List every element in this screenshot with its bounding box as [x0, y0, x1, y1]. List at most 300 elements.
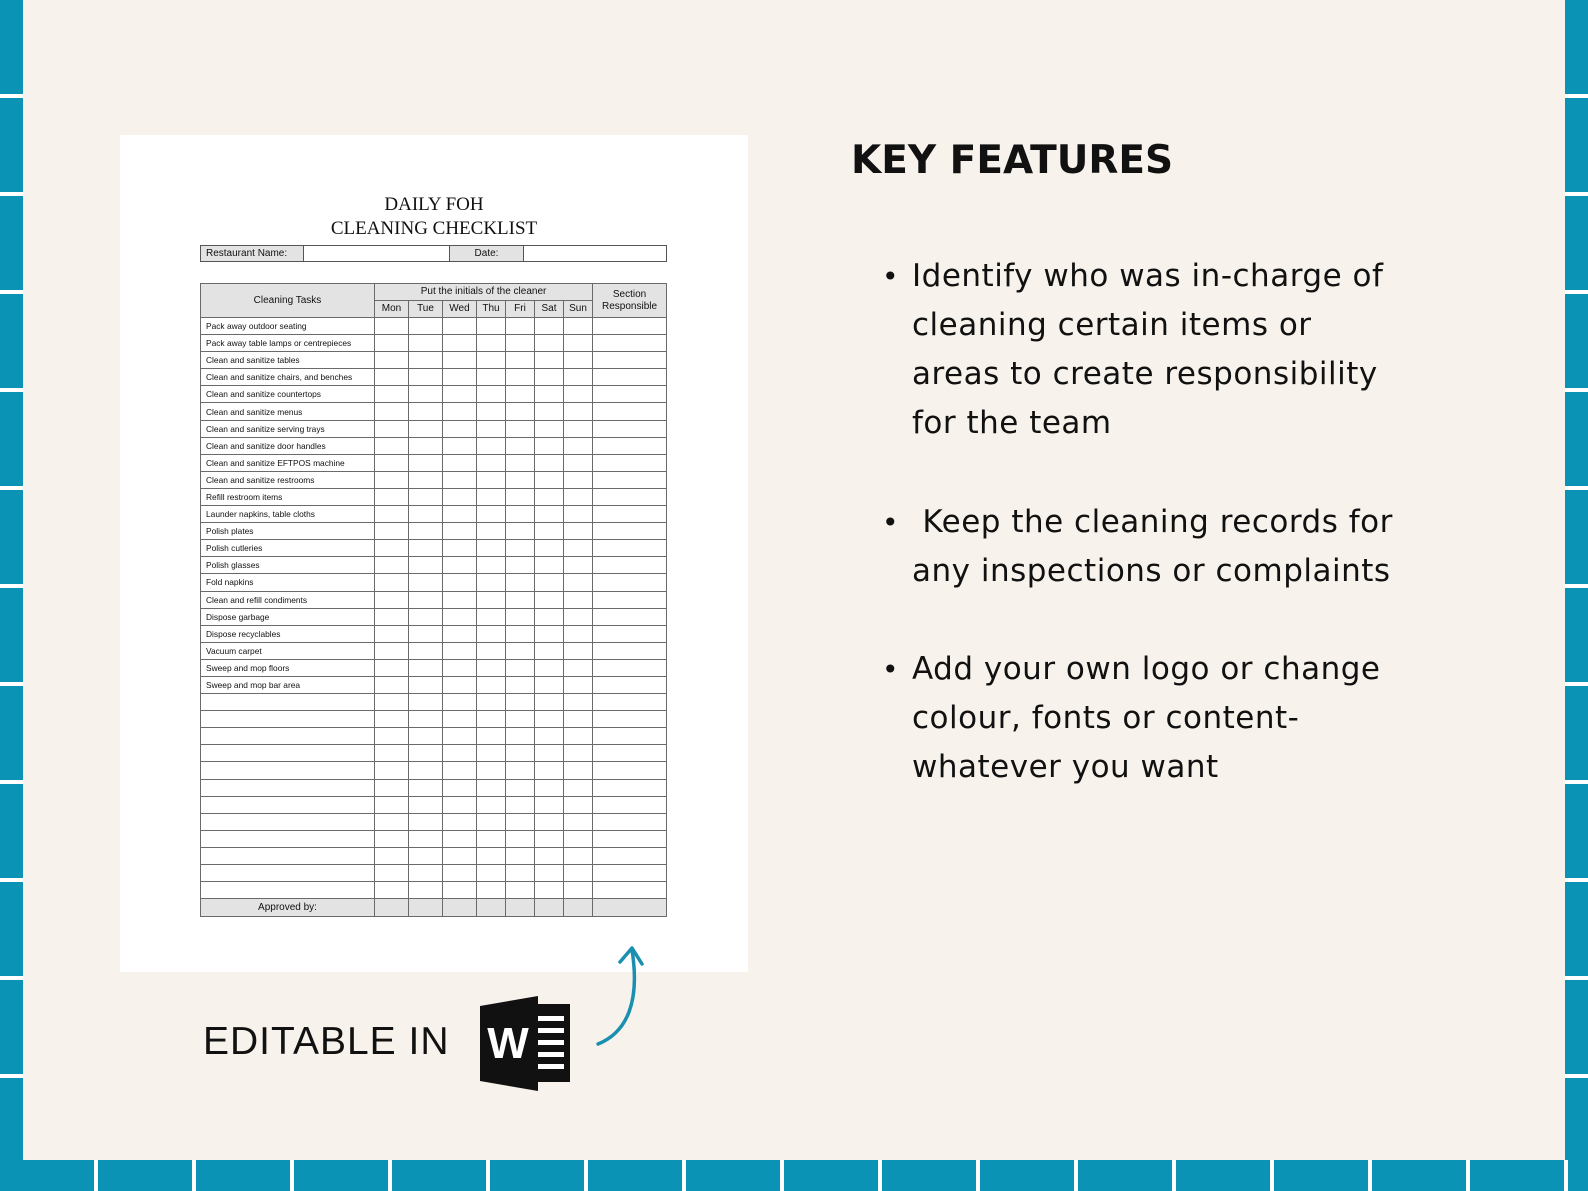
initials-cell[interactable]: [564, 745, 593, 762]
initials-cell[interactable]: [564, 437, 593, 454]
header-section-line1: Section: [612, 288, 647, 300]
approved-cell[interactable]: [375, 899, 409, 917]
initials-cell[interactable]: [477, 403, 506, 420]
initials-cell[interactable]: [375, 796, 409, 813]
initials-cell[interactable]: [443, 352, 477, 369]
initials-cell[interactable]: [535, 523, 564, 540]
initials-cell[interactable]: [409, 557, 443, 574]
initials-cell[interactable]: [409, 796, 443, 813]
approved-cell[interactable]: [443, 899, 477, 917]
header-day-tue: Tue: [409, 301, 443, 318]
initials-cell[interactable]: [443, 591, 477, 608]
initials-cell[interactable]: [535, 676, 564, 693]
initials-cell[interactable]: [375, 745, 409, 762]
initials-cell[interactable]: [477, 813, 506, 830]
initials-cell[interactable]: [375, 882, 409, 899]
initials-cell[interactable]: [409, 625, 443, 642]
initials-cell[interactable]: [443, 728, 477, 745]
initials-cell[interactable]: [506, 540, 535, 557]
initials-cell[interactable]: [477, 352, 506, 369]
initials-cell[interactable]: [564, 523, 593, 540]
initials-cell[interactable]: [443, 625, 477, 642]
date-label: Date:: [450, 246, 524, 261]
initials-cell[interactable]: [564, 454, 593, 471]
initials-cell[interactable]: [443, 813, 477, 830]
section-cell[interactable]: [593, 557, 667, 574]
initials-cell[interactable]: [506, 608, 535, 625]
section-cell[interactable]: [593, 625, 667, 642]
initials-cell[interactable]: [564, 574, 593, 591]
initials-cell[interactable]: [443, 659, 477, 676]
initials-cell[interactable]: [506, 454, 535, 471]
initials-cell[interactable]: [409, 642, 443, 659]
initials-cell[interactable]: [564, 625, 593, 642]
initials-cell[interactable]: [477, 318, 506, 335]
initials-cell[interactable]: [443, 488, 477, 505]
initials-cell[interactable]: [409, 728, 443, 745]
approved-cell[interactable]: [409, 899, 443, 917]
approved-cell[interactable]: [506, 899, 535, 917]
initials-cell[interactable]: [564, 506, 593, 523]
initials-cell[interactable]: [477, 728, 506, 745]
initials-cell[interactable]: [409, 779, 443, 796]
initials-cell[interactable]: [409, 437, 443, 454]
initials-cell[interactable]: [506, 745, 535, 762]
initials-cell[interactable]: [375, 369, 409, 386]
initials-cell[interactable]: [477, 779, 506, 796]
initials-cell[interactable]: [564, 352, 593, 369]
initials-cell[interactable]: [375, 813, 409, 830]
initials-cell[interactable]: [477, 676, 506, 693]
initials-cell[interactable]: [375, 711, 409, 728]
initials-cell[interactable]: [477, 830, 506, 847]
key-features-title: KEY FEATURES: [851, 138, 1174, 183]
initials-cell[interactable]: [409, 454, 443, 471]
section-cell[interactable]: [593, 762, 667, 779]
initials-cell[interactable]: [535, 386, 564, 403]
initials-cell[interactable]: [477, 865, 506, 882]
initials-cell[interactable]: [506, 694, 535, 711]
section-cell[interactable]: [593, 506, 667, 523]
header-section-responsible: [593, 284, 667, 318]
section-cell[interactable]: [593, 796, 667, 813]
section-cell[interactable]: [593, 574, 667, 591]
initials-cell[interactable]: [564, 335, 593, 352]
initials-cell[interactable]: [409, 420, 443, 437]
initials-cell[interactable]: [564, 882, 593, 899]
initials-cell[interactable]: [535, 557, 564, 574]
section-cell[interactable]: [593, 369, 667, 386]
initials-cell[interactable]: [506, 762, 535, 779]
initials-cell[interactable]: [506, 847, 535, 864]
initials-cell[interactable]: [477, 659, 506, 676]
initials-cell[interactable]: [477, 335, 506, 352]
initials-cell[interactable]: [477, 557, 506, 574]
initials-cell[interactable]: [564, 318, 593, 335]
initials-cell[interactable]: [443, 694, 477, 711]
initials-cell[interactable]: [506, 830, 535, 847]
initials-cell[interactable]: [375, 676, 409, 693]
initials-cell[interactable]: [375, 471, 409, 488]
initials-cell[interactable]: [443, 574, 477, 591]
initials-cell[interactable]: [477, 420, 506, 437]
initials-cell[interactable]: [375, 574, 409, 591]
initials-cell[interactable]: [506, 625, 535, 642]
initials-cell[interactable]: [535, 454, 564, 471]
initials-cell[interactable]: [375, 779, 409, 796]
table-row: [201, 591, 667, 608]
initials-cell[interactable]: [443, 608, 477, 625]
initials-cell[interactable]: [535, 335, 564, 352]
initials-cell[interactable]: [564, 420, 593, 437]
section-cell[interactable]: [593, 745, 667, 762]
table-row: [201, 369, 667, 386]
initials-cell[interactable]: [443, 523, 477, 540]
initials-cell[interactable]: [535, 813, 564, 830]
initials-cell[interactable]: [506, 591, 535, 608]
initials-cell[interactable]: [535, 847, 564, 864]
initials-cell[interactable]: [443, 779, 477, 796]
initials-cell[interactable]: [375, 557, 409, 574]
section-cell[interactable]: [593, 779, 667, 796]
initials-cell[interactable]: [564, 813, 593, 830]
initials-cell[interactable]: [506, 471, 535, 488]
initials-cell[interactable]: [409, 711, 443, 728]
initials-cell[interactable]: [535, 779, 564, 796]
table-row: [201, 352, 667, 369]
section-cell[interactable]: [593, 420, 667, 437]
initials-cell[interactable]: [564, 608, 593, 625]
initials-cell[interactable]: [409, 369, 443, 386]
initials-cell[interactable]: [535, 882, 564, 899]
initials-cell[interactable]: [375, 847, 409, 864]
section-cell[interactable]: [593, 694, 667, 711]
initials-cell[interactable]: [443, 796, 477, 813]
table-row: [201, 523, 667, 540]
initials-cell[interactable]: [477, 711, 506, 728]
initials-cell[interactable]: [409, 865, 443, 882]
initials-cell[interactable]: [564, 676, 593, 693]
initials-cell[interactable]: [506, 369, 535, 386]
section-cell[interactable]: [593, 728, 667, 745]
initials-cell[interactable]: [375, 540, 409, 557]
section-cell[interactable]: [593, 813, 667, 830]
section-cell[interactable]: [593, 523, 667, 540]
initials-cell[interactable]: [564, 557, 593, 574]
initials-cell[interactable]: [477, 488, 506, 505]
section-cell[interactable]: [593, 865, 667, 882]
initials-cell[interactable]: [477, 386, 506, 403]
initials-cell[interactable]: [375, 830, 409, 847]
initials-cell[interactable]: [535, 420, 564, 437]
approved-cell[interactable]: [564, 899, 593, 917]
initials-cell[interactable]: [443, 437, 477, 454]
initials-cell[interactable]: [535, 796, 564, 813]
initials-cell[interactable]: [375, 386, 409, 403]
initials-cell[interactable]: [409, 318, 443, 335]
section-cell[interactable]: [593, 882, 667, 899]
initials-cell[interactable]: [506, 711, 535, 728]
initials-cell[interactable]: [443, 830, 477, 847]
initials-cell[interactable]: [535, 437, 564, 454]
initials-cell[interactable]: [564, 762, 593, 779]
initials-cell[interactable]: [409, 591, 443, 608]
initials-cell[interactable]: [564, 779, 593, 796]
initials-cell[interactable]: [443, 540, 477, 557]
initials-cell[interactable]: [535, 540, 564, 557]
section-cell[interactable]: [593, 659, 667, 676]
initials-cell[interactable]: [375, 454, 409, 471]
initials-cell[interactable]: [477, 625, 506, 642]
initials-cell[interactable]: [564, 369, 593, 386]
initials-cell[interactable]: [443, 471, 477, 488]
initials-cell[interactable]: [375, 523, 409, 540]
initials-cell[interactable]: [506, 642, 535, 659]
initials-cell[interactable]: [443, 882, 477, 899]
initials-cell[interactable]: [375, 642, 409, 659]
initials-cell[interactable]: [564, 796, 593, 813]
initials-cell[interactable]: [443, 318, 477, 335]
initials-cell[interactable]: [564, 540, 593, 557]
initials-cell[interactable]: [409, 813, 443, 830]
initials-cell[interactable]: [477, 369, 506, 386]
section-cell[interactable]: [593, 335, 667, 352]
initials-cell[interactable]: [409, 659, 443, 676]
approved-cell[interactable]: [593, 899, 667, 917]
initials-cell[interactable]: [477, 745, 506, 762]
initials-cell[interactable]: [506, 574, 535, 591]
section-cell[interactable]: [593, 591, 667, 608]
section-cell[interactable]: [593, 642, 667, 659]
initials-cell[interactable]: [535, 711, 564, 728]
date-field[interactable]: [524, 246, 666, 261]
initials-cell[interactable]: [535, 488, 564, 505]
initials-cell[interactable]: [443, 642, 477, 659]
initials-cell[interactable]: [443, 386, 477, 403]
initials-cell[interactable]: [477, 608, 506, 625]
initials-cell[interactable]: [443, 745, 477, 762]
initials-cell[interactable]: [506, 403, 535, 420]
initials-cell[interactable]: [564, 403, 593, 420]
initials-cell[interactable]: [535, 642, 564, 659]
initials-cell[interactable]: [564, 659, 593, 676]
initials-cell[interactable]: [564, 591, 593, 608]
initials-cell[interactable]: [535, 830, 564, 847]
initials-cell[interactable]: [375, 591, 409, 608]
initials-cell[interactable]: [477, 471, 506, 488]
initials-cell[interactable]: [375, 728, 409, 745]
initials-cell[interactable]: [409, 882, 443, 899]
initials-cell[interactable]: [535, 403, 564, 420]
initials-cell[interactable]: [409, 745, 443, 762]
initials-cell[interactable]: [443, 847, 477, 864]
section-cell[interactable]: [593, 540, 667, 557]
initials-cell[interactable]: [535, 506, 564, 523]
section-cell[interactable]: [593, 471, 667, 488]
initials-cell[interactable]: [506, 882, 535, 899]
initials-cell[interactable]: [443, 557, 477, 574]
initials-cell[interactable]: [409, 523, 443, 540]
initials-cell[interactable]: [506, 813, 535, 830]
initials-cell[interactable]: [506, 386, 535, 403]
initials-cell[interactable]: [564, 488, 593, 505]
initials-cell[interactable]: [477, 796, 506, 813]
initials-cell[interactable]: [564, 386, 593, 403]
initials-cell[interactable]: [443, 865, 477, 882]
initials-cell[interactable]: [375, 420, 409, 437]
initials-cell[interactable]: [506, 728, 535, 745]
initials-cell[interactable]: [409, 540, 443, 557]
initials-cell[interactable]: [535, 625, 564, 642]
initials-cell[interactable]: [409, 676, 443, 693]
initials-cell[interactable]: [409, 506, 443, 523]
initials-cell[interactable]: [535, 659, 564, 676]
task-label: [201, 762, 375, 779]
initials-cell[interactable]: [375, 608, 409, 625]
initials-cell[interactable]: [443, 335, 477, 352]
word-icon-line: [538, 1016, 564, 1021]
initials-cell[interactable]: [477, 540, 506, 557]
initials-cell[interactable]: [375, 625, 409, 642]
initials-cell[interactable]: [409, 403, 443, 420]
initials-cell[interactable]: [506, 523, 535, 540]
initials-cell[interactable]: [535, 608, 564, 625]
initials-cell[interactable]: [506, 352, 535, 369]
section-cell[interactable]: [593, 386, 667, 403]
initials-cell[interactable]: [564, 711, 593, 728]
initials-cell[interactable]: [506, 437, 535, 454]
initials-cell[interactable]: [409, 335, 443, 352]
section-cell[interactable]: [593, 454, 667, 471]
initials-cell[interactable]: [409, 762, 443, 779]
initials-cell[interactable]: [409, 608, 443, 625]
initials-cell[interactable]: [535, 591, 564, 608]
initials-cell[interactable]: [477, 762, 506, 779]
section-cell[interactable]: [593, 488, 667, 505]
initials-cell[interactable]: [477, 642, 506, 659]
initials-cell[interactable]: [506, 420, 535, 437]
initials-cell[interactable]: [506, 557, 535, 574]
section-cell[interactable]: [593, 318, 667, 335]
initials-cell[interactable]: [409, 488, 443, 505]
initials-cell[interactable]: [443, 676, 477, 693]
initials-cell[interactable]: [535, 352, 564, 369]
task-label: Polish plates: [201, 523, 375, 540]
restaurant-date-row: [200, 245, 667, 262]
initials-cell[interactable]: [564, 694, 593, 711]
initials-cell[interactable]: [506, 779, 535, 796]
initials-cell[interactable]: [477, 882, 506, 899]
initials-cell[interactable]: [375, 762, 409, 779]
initials-cell[interactable]: [564, 642, 593, 659]
initials-cell[interactable]: [506, 506, 535, 523]
initials-cell[interactable]: [535, 574, 564, 591]
initials-cell[interactable]: [535, 728, 564, 745]
initials-cell[interactable]: [535, 745, 564, 762]
restaurant-name-field[interactable]: [304, 246, 450, 261]
approved-cell[interactable]: [477, 899, 506, 917]
initials-cell[interactable]: [535, 369, 564, 386]
initials-cell[interactable]: [506, 488, 535, 505]
initials-cell[interactable]: [477, 591, 506, 608]
initials-cell[interactable]: [375, 506, 409, 523]
initials-cell[interactable]: [443, 454, 477, 471]
initials-cell[interactable]: [443, 369, 477, 386]
initials-cell[interactable]: [409, 830, 443, 847]
initials-cell[interactable]: [535, 318, 564, 335]
feature-line: any inspections or complaints: [912, 553, 1391, 589]
initials-cell[interactable]: [375, 694, 409, 711]
initials-cell[interactable]: [506, 796, 535, 813]
initials-cell[interactable]: [477, 694, 506, 711]
initials-cell[interactable]: [477, 506, 506, 523]
initials-cell[interactable]: [375, 659, 409, 676]
initials-cell[interactable]: [506, 659, 535, 676]
section-cell[interactable]: [593, 676, 667, 693]
initials-cell[interactable]: [477, 523, 506, 540]
initials-cell[interactable]: [477, 847, 506, 864]
initials-cell[interactable]: [477, 574, 506, 591]
section-cell[interactable]: [593, 711, 667, 728]
initials-cell[interactable]: [535, 694, 564, 711]
initials-cell[interactable]: [564, 847, 593, 864]
initials-cell[interactable]: [443, 506, 477, 523]
initials-cell[interactable]: [409, 574, 443, 591]
initials-cell[interactable]: [375, 403, 409, 420]
task-label: Dispose garbage: [201, 608, 375, 625]
section-cell[interactable]: [593, 830, 667, 847]
section-cell[interactable]: [593, 608, 667, 625]
section-cell[interactable]: [593, 352, 667, 369]
section-cell[interactable]: [593, 847, 667, 864]
task-label: Clean and sanitize EFTPOS machine: [201, 454, 375, 471]
initials-cell[interactable]: [443, 762, 477, 779]
initials-cell[interactable]: [564, 830, 593, 847]
initials-cell[interactable]: [564, 728, 593, 745]
initials-cell[interactable]: [375, 488, 409, 505]
initials-cell[interactable]: [477, 437, 506, 454]
initials-cell[interactable]: [375, 318, 409, 335]
initials-cell[interactable]: [409, 352, 443, 369]
initials-cell[interactable]: [535, 865, 564, 882]
initials-cell[interactable]: [535, 762, 564, 779]
initials-cell[interactable]: [409, 694, 443, 711]
initials-cell[interactable]: [564, 865, 593, 882]
initials-cell[interactable]: [535, 471, 564, 488]
initials-cell[interactable]: [477, 454, 506, 471]
initials-cell[interactable]: [506, 318, 535, 335]
section-cell[interactable]: [593, 403, 667, 420]
table-row: [201, 335, 667, 352]
initials-cell[interactable]: [443, 711, 477, 728]
initials-cell[interactable]: [409, 847, 443, 864]
initials-cell[interactable]: [506, 676, 535, 693]
initials-cell[interactable]: [375, 437, 409, 454]
initials-cell[interactable]: [564, 471, 593, 488]
initials-cell[interactable]: [506, 865, 535, 882]
initials-cell[interactable]: [443, 403, 477, 420]
initials-cell[interactable]: [375, 335, 409, 352]
section-cell[interactable]: [593, 437, 667, 454]
initials-cell[interactable]: [375, 865, 409, 882]
initials-cell[interactable]: [409, 386, 443, 403]
initials-cell[interactable]: [409, 471, 443, 488]
initials-cell[interactable]: [506, 335, 535, 352]
approved-cell[interactable]: [535, 899, 564, 917]
task-label: [201, 865, 375, 882]
initials-cell[interactable]: [375, 352, 409, 369]
initials-cell[interactable]: [443, 420, 477, 437]
